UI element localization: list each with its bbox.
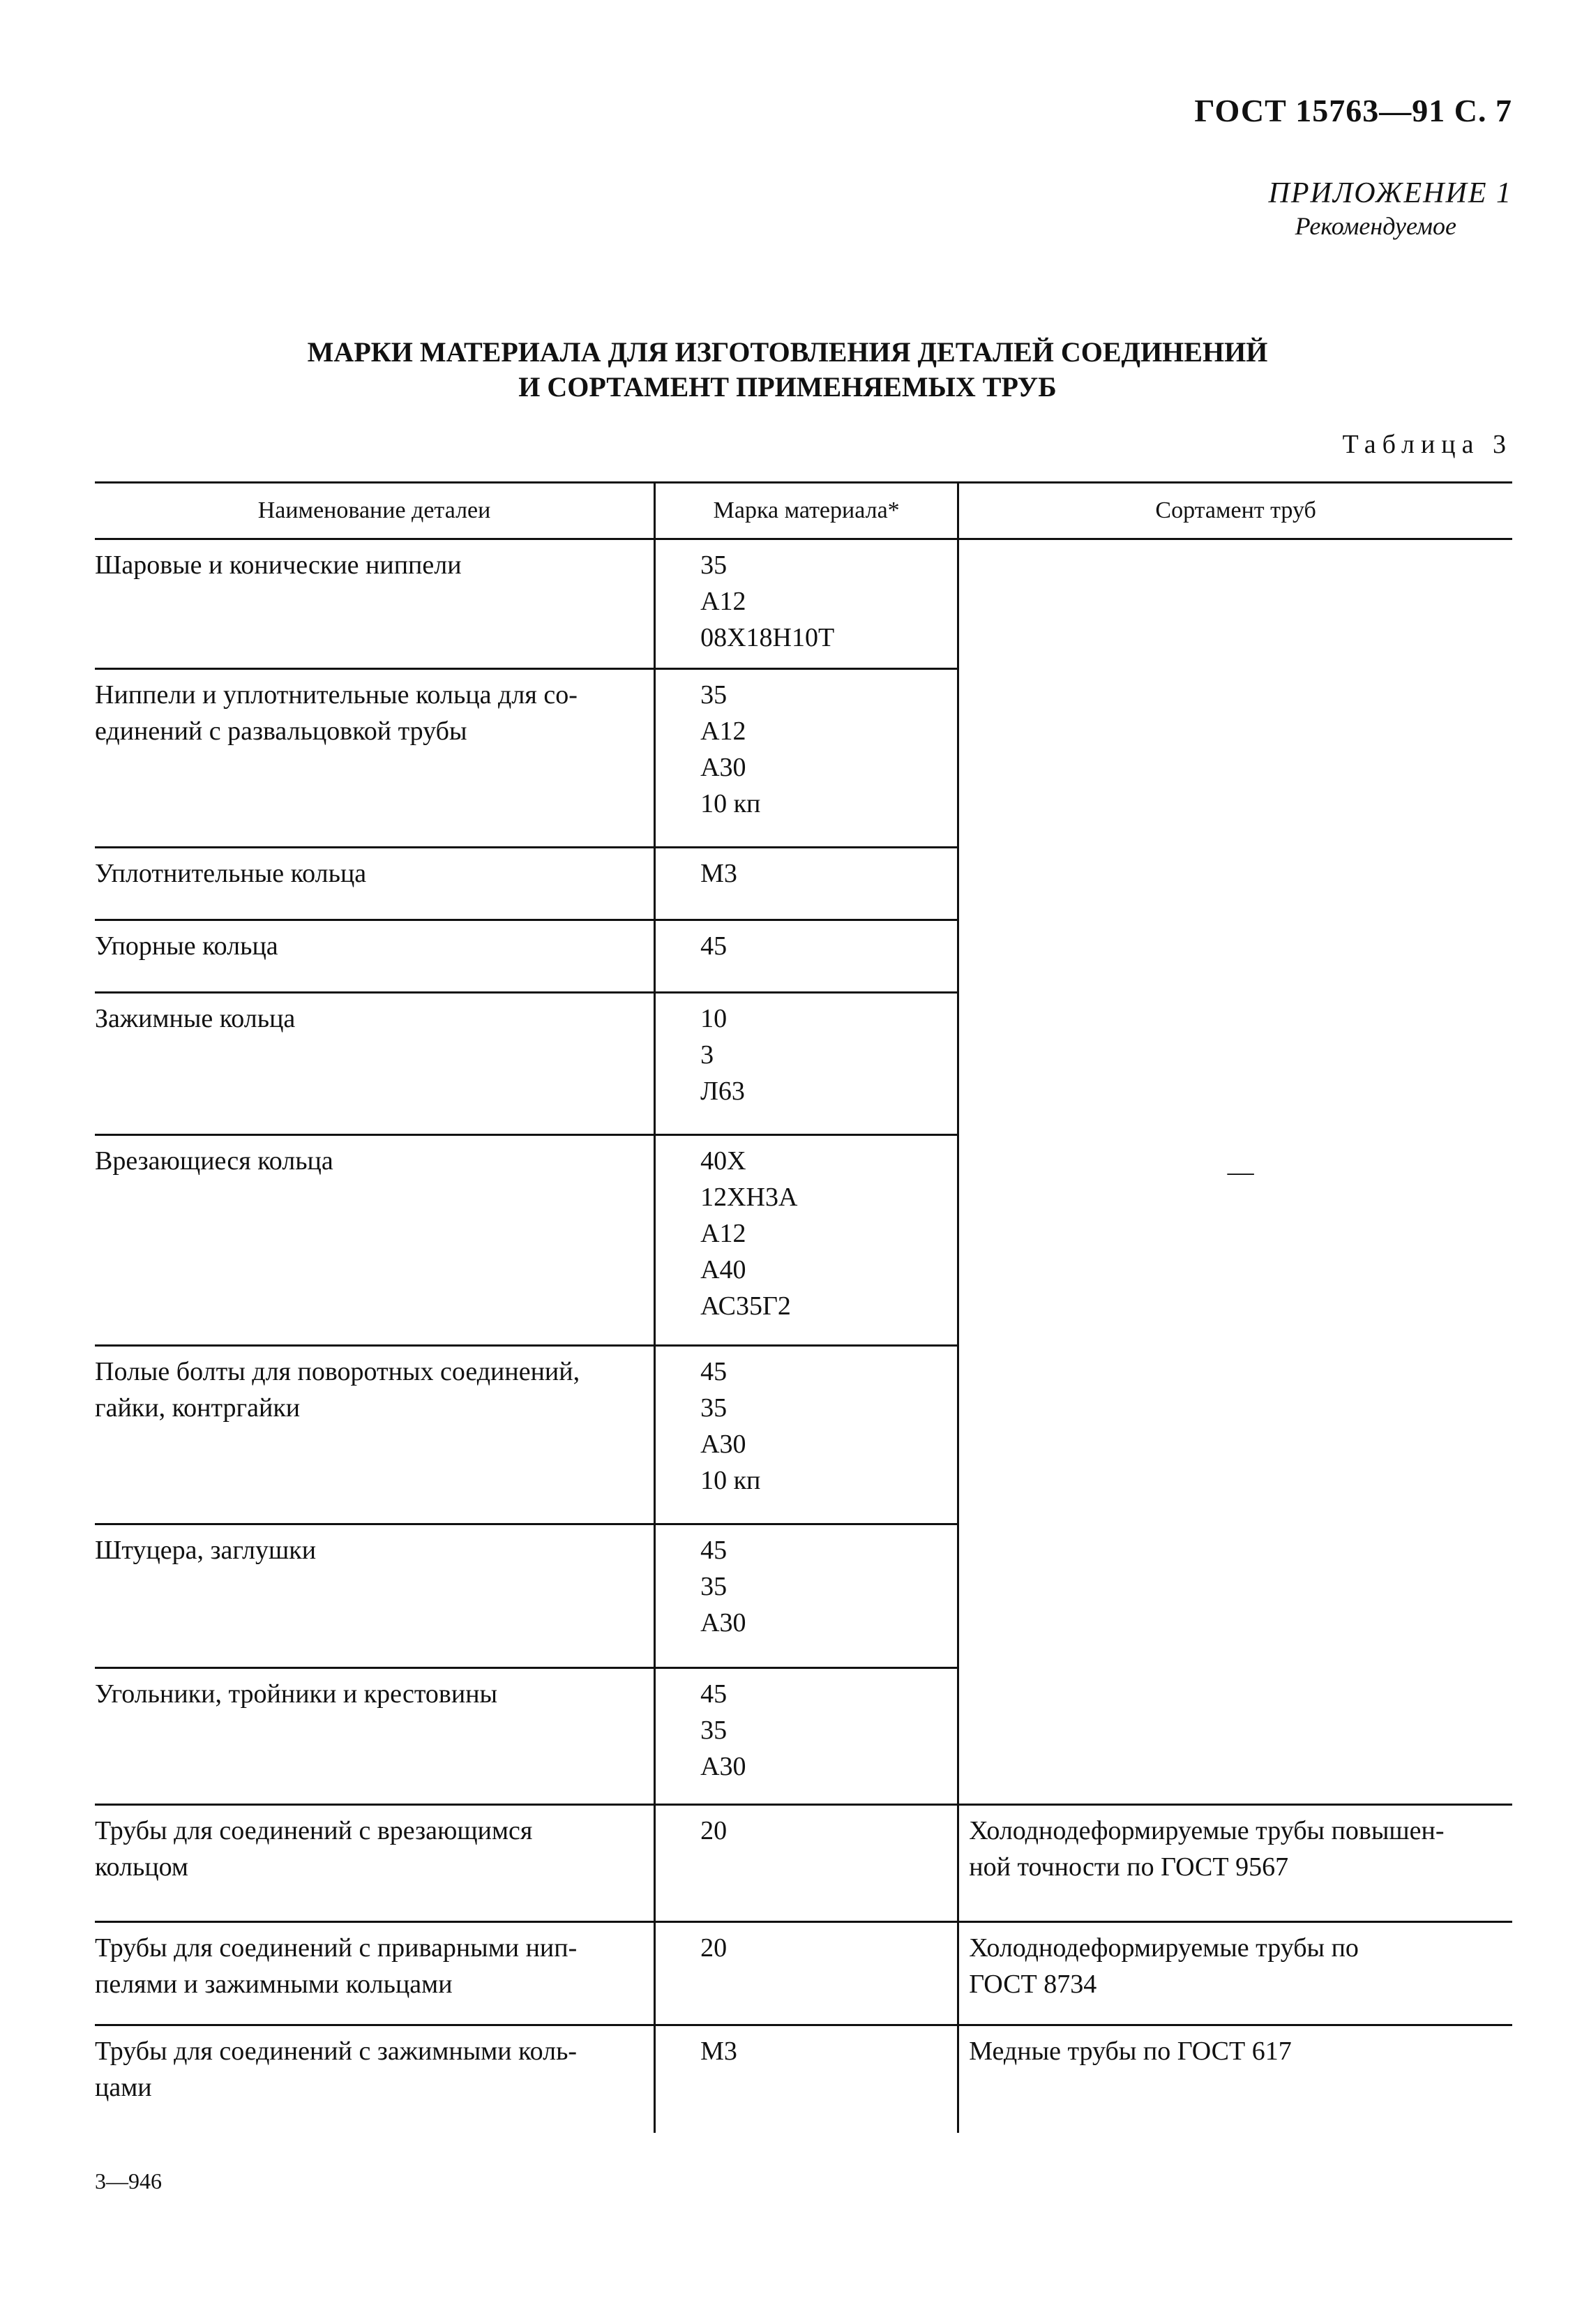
material-grade: 35 xyxy=(700,1572,728,1601)
part-name-line: Уплотнительные кольца xyxy=(95,859,367,888)
part-name-line: единений с развальцовкой трубы xyxy=(95,717,467,746)
material-grade: 10 xyxy=(700,1004,728,1033)
appendix-block xyxy=(1269,177,1512,241)
part-name-cell xyxy=(95,1524,655,1668)
material-grade: 45 xyxy=(700,1679,728,1709)
material-grade: 35 xyxy=(700,1716,728,1745)
part-name-line: Штуцера, заглушки xyxy=(95,1536,317,1565)
pipe-material-grade-cell: 20 xyxy=(655,1922,958,2025)
pipe-assortment-cell xyxy=(958,1805,1512,1922)
part-name-cell xyxy=(95,920,655,993)
material-grade: 10 кп xyxy=(700,789,761,818)
part-name-cell xyxy=(95,1668,655,1805)
material-grade: А30 xyxy=(700,753,746,782)
cell-text-line: Трубы для соединений с врезающимся xyxy=(95,1816,533,1845)
material-grade: 10 кп xyxy=(700,1466,761,1495)
pipe-material-grade-cell: 20 xyxy=(655,1805,958,1922)
material-grade-cell xyxy=(655,848,958,920)
cell-text-line: ГОСТ 8734 xyxy=(969,1970,1097,1999)
part-name-cell xyxy=(95,1346,655,1524)
footer-code: 3—946 xyxy=(95,2168,162,2194)
pipe-table-row xyxy=(95,1922,1512,2025)
part-name-cell xyxy=(95,669,655,848)
pipe-assortment-cell xyxy=(958,2025,1512,2133)
material-grade: 35 xyxy=(700,550,728,580)
cell-text-line: цами xyxy=(95,2073,152,2102)
material-grade: А12 xyxy=(700,1219,746,1248)
part-name-cell xyxy=(95,993,655,1135)
table-body xyxy=(95,539,1512,2133)
part-name-line: Зажимные кольца xyxy=(95,1004,296,1033)
material-grade-cell xyxy=(655,920,958,993)
material-grade-cell xyxy=(655,1346,958,1524)
material-grade: 08Х18Н10Т xyxy=(700,623,835,652)
material-grade: 45 xyxy=(700,931,728,961)
table-label: Таблица 3 xyxy=(1342,430,1512,459)
table-row xyxy=(95,539,1512,669)
header-part-name: Наименование деталеи xyxy=(95,483,655,539)
cell-text-line: Трубы для соединений с зажимными коль- xyxy=(95,2037,578,2066)
material-grade: 45 xyxy=(700,1536,728,1565)
part-name-line: гайки, контргайки xyxy=(95,1393,301,1423)
document-title-line-2: И СОРТАМЕНТ ПРИМЕНЯЕМЫХ ТРУБ xyxy=(518,371,1057,403)
pipe-table-row xyxy=(95,1805,1512,1922)
material-grade-cell xyxy=(655,993,958,1135)
pipe-part-name-cell xyxy=(95,2025,655,2133)
material-grade: 35 xyxy=(700,1393,728,1423)
material-grade-cell xyxy=(655,1524,958,1668)
cell-text-line: Холоднодеформируемые трубы повышен- xyxy=(969,1816,1445,1845)
material-grade: 3 xyxy=(700,1040,714,1070)
part-name-line: Шаровые и конические ниппели xyxy=(95,550,462,580)
material-grade: Л63 xyxy=(700,1077,745,1106)
cell-text-line: Холоднодеформируемые трубы по xyxy=(969,1933,1359,1963)
part-name-cell xyxy=(95,1135,655,1346)
material-grade: 45 xyxy=(700,1357,728,1386)
header-material-grade: Марка материала* xyxy=(655,483,958,539)
document-title-line-1: МАРКИ МАТЕРИАЛА ДЛЯ ИЗГОТОВЛЕНИЯ ДЕТАЛЕЙ СОЕДИНЕНИЙ xyxy=(307,336,1268,368)
materials-table xyxy=(95,481,1512,2133)
part-name-line: Ниппели и уплотнительные кольца для со- xyxy=(95,680,578,710)
part-name-cell xyxy=(95,848,655,920)
material-grade: М3 xyxy=(700,859,737,888)
pipe-material-grade-cell: М3 xyxy=(655,2025,958,2133)
material-grade: 40Х xyxy=(700,1146,746,1176)
cell-text-line: Трубы для соединений с приварными нип- xyxy=(95,1933,578,1963)
cell-text-line: кольцом xyxy=(95,1852,188,1882)
cell-text-line: пелями и зажимными кольцами xyxy=(95,1970,453,1999)
page-header: ГОСТ 15763—91 С. 7 xyxy=(1194,93,1512,128)
document-title xyxy=(0,335,1575,405)
material-grade: А12 xyxy=(700,717,746,746)
header-pipe-assortment: Сортамент труб xyxy=(958,483,1512,539)
part-name-line: Упорные кольца xyxy=(95,931,278,961)
material-grade-cell xyxy=(655,539,958,669)
material-grade: АС35Г2 xyxy=(700,1291,791,1321)
material-grade: А30 xyxy=(700,1752,746,1781)
pipe-table-row xyxy=(95,2025,1512,2133)
pipe-assortment-merged-cell: — xyxy=(958,539,1512,1805)
material-grade: А40 xyxy=(700,1255,746,1284)
material-grade: 12ХН3А xyxy=(700,1183,798,1212)
material-grade: 35 xyxy=(700,680,728,710)
material-grade-cell xyxy=(655,1135,958,1346)
table-header-row xyxy=(95,483,1512,539)
material-grade-cell xyxy=(655,669,958,848)
part-name-line: Угольники, тройники и крестовины xyxy=(95,1679,498,1709)
appendix-title: ПРИЛОЖЕНИЕ 1 xyxy=(1268,177,1512,209)
material-grade: А30 xyxy=(700,1430,746,1459)
pipe-part-name-cell xyxy=(95,1805,655,1922)
material-grade: А30 xyxy=(700,1608,746,1637)
part-name-cell xyxy=(95,539,655,669)
cell-text-line: ной точности по ГОСТ 9567 xyxy=(969,1852,1289,1882)
material-grade-cell xyxy=(655,1668,958,1805)
part-name-line: Полые болты для поворотных соединений, xyxy=(95,1357,580,1386)
appendix-status: Рекомендуемое xyxy=(1295,212,1456,240)
cell-text-line: Медные трубы по ГОСТ 617 xyxy=(969,2037,1292,2066)
material-grade: А12 xyxy=(700,587,746,616)
part-name-line: Врезающиеся кольца xyxy=(95,1146,333,1176)
pipe-part-name-cell xyxy=(95,1922,655,2025)
pipe-assortment-cell xyxy=(958,1922,1512,2025)
